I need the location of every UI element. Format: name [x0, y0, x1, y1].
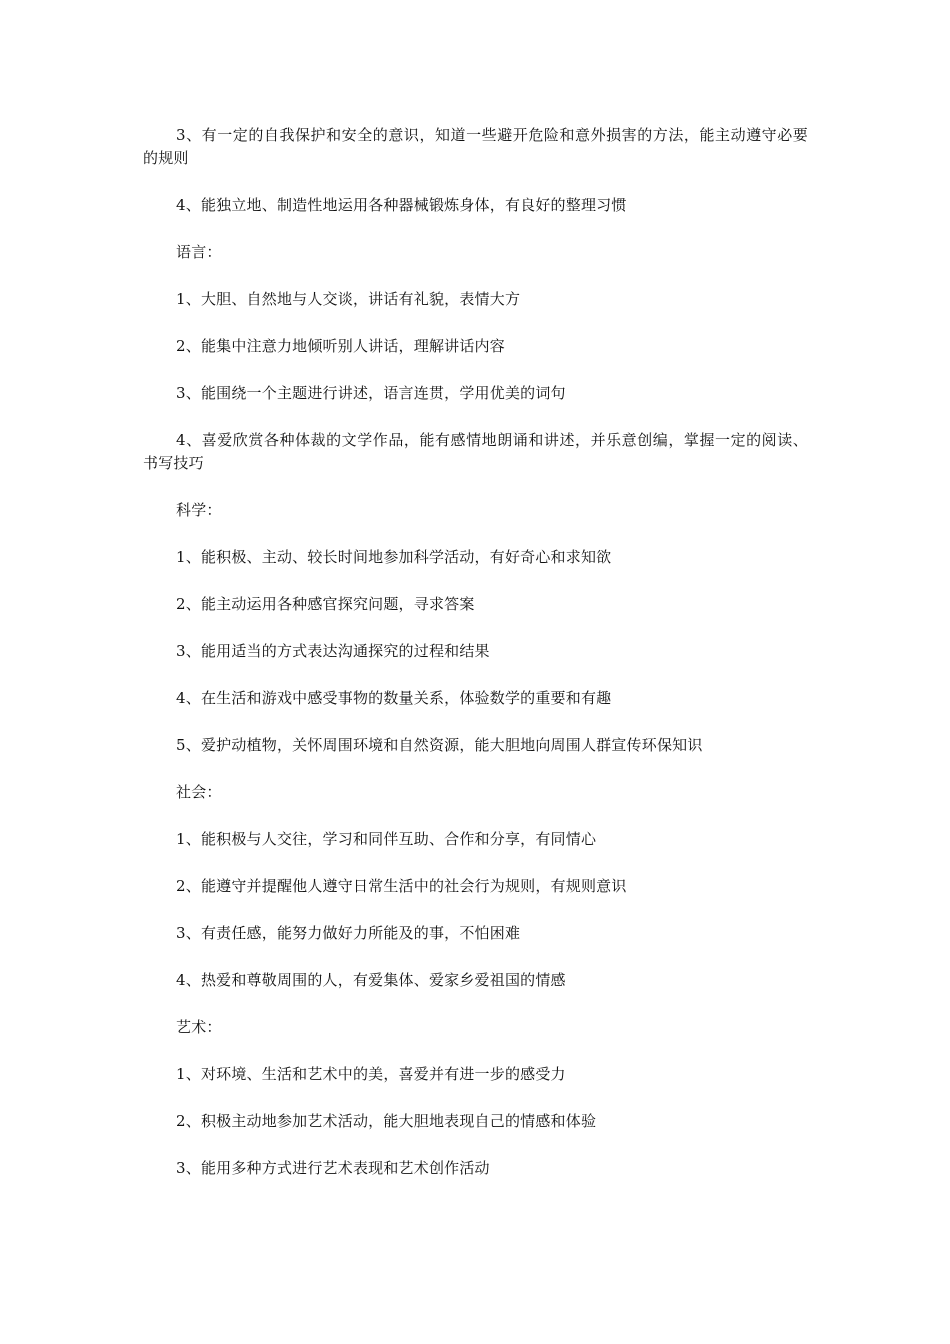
paragraph-society-2: 2、能遵守并提醒他人遵守日常生活中的社会行为规则，有规则意识 [176, 877, 627, 895]
section-heading-art: 艺术： [176, 1018, 222, 1036]
paragraph-art-2: 2、积极主动地参加艺术活动，能大胆地表现自己的情感和体验 [176, 1112, 597, 1130]
paragraph-language-3: 3、能围绕一个主题进行讲述，语言连贯，学用优美的词句 [176, 384, 566, 402]
paragraph-science-3: 3、能用适当的方式表达沟通探究的过程和结果 [176, 642, 490, 660]
paragraph-science-2: 2、能主动运用各种感官探究问题，寻求答案 [176, 595, 475, 613]
paragraph-language-1: 1、大胆、自然地与人交谈，讲话有礼貌，表情大方 [176, 290, 521, 308]
section-heading-society: 社会： [176, 783, 222, 801]
paragraph-society-4: 4、热爱和尊敬周围的人，有爱集体、爱家乡爱祖国的情感 [176, 971, 566, 989]
paragraph-society-1: 1、能积极与人交往，学习和同伴互助、合作和分享，有同情心 [176, 830, 597, 848]
paragraph-science-5: 5、爱护动植物，关怀周围环境和自然资源，能大胆地向周围人群宣传环保知识 [176, 736, 703, 754]
paragraph-safety-awareness: 3、有一定的自我保护和安全的意识，知道一些避开危险和意外损害的方法，能主动遵守必要的规则 [143, 126, 808, 167]
section-heading-science: 科学： [176, 501, 222, 519]
paragraph-science-1: 1、能积极、主动、较长时间地参加科学活动，有好奇心和求知欲 [176, 548, 612, 566]
section-heading-language: 语言： [176, 243, 222, 261]
paragraph-language-2: 2、能集中注意力地倾听别人讲话，理解讲话内容 [176, 337, 505, 355]
paragraph-art-1: 1、对环境、生活和艺术中的美，喜爱并有进一步的感受力 [176, 1065, 566, 1083]
paragraph-art-3: 3、能用多种方式进行艺术表现和艺术创作活动 [176, 1159, 490, 1177]
paragraph-language-4: 4、喜爱欣赏各种体裁的文学作品，能有感情地朗诵和讲述，并乐意创编，掌握一定的阅读、书写技巧 [143, 431, 808, 472]
document-body [143, 124, 808, 1204]
paragraph-exercise-equipment: 4、能独立地、制造性地运用各种器械锻炼身体，有良好的整理习惯 [176, 196, 627, 214]
paragraph-science-4: 4、在生活和游戏中感受事物的数量关系，体验数学的重要和有趣 [176, 689, 612, 707]
paragraph-society-3: 3、有责任感，能努力做好力所能及的事，不怕困难 [176, 924, 521, 942]
